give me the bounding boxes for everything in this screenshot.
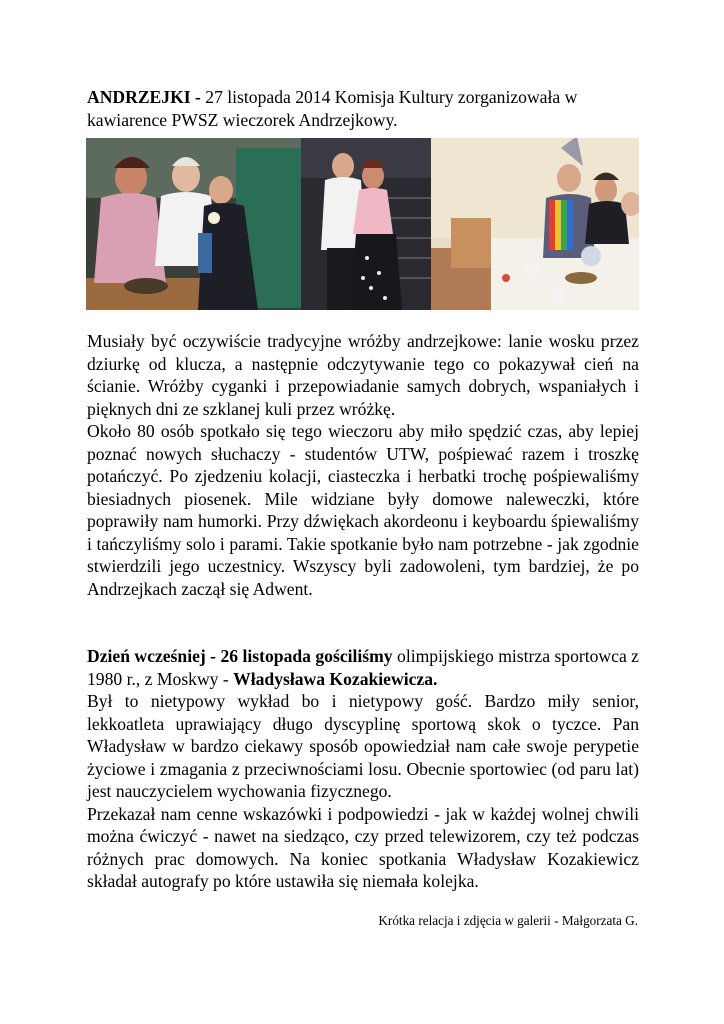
section-guest-visit [87, 645, 639, 893]
photo-wax-pouring [86, 138, 301, 310]
photo-couple-stairs [301, 138, 431, 310]
paragraph-evening-summary: Około 80 osób spotkało się tego wieczoru aby miło spędzić czas, aby lepiej poznać nowych słuchaczy - studentów UTW, pośpiewać razem i troszkę potańczyć. Po zjedzeniu kolacji, ciasteczka i herbatki trochę pośpiewaliśmy biesiadnych piosenek. Mile widziane były domowe naleweczki, które poprawiły nam humorki. Przy dźwiękach akordeonu i keyboardu śpiewaliśmy i tańczyliśmy solo i parami. Takie spotkanie było nam potrzebne - jak zgodnie stwierdzili jego uczestnicy. Wszyscy byli zadowoleni, tym bardziej, że po Andrzejkach zaczął się Adwent. [87, 421, 639, 599]
photo-fortune-teller [431, 138, 639, 310]
paragraph-fortune-telling: Musiały być oczywiście tradycyjne wróżby andrzejkowe: lanie wosku przez dziurkę od klucza, a następnie odczytywanie tego co pokazywał cień na ścianie. Wróżby cyganki i przepowiadanie samych dobrych, wspaniałych i pięknych dni ze szklanej kuli przez wróżkę. [87, 331, 639, 419]
paragraph-guest-intro [87, 645, 639, 690]
paragraph-guest-lecture: Był to nietypowy wykład bo i nietypowy gość. Bardzo miły senior, lekkoatleta uprawiający długo dyscyplinę sportową skok o tyczce. Pan Władysław w bardzo ciekawy sposób opowiedział nam całe swoje perypetie życiowe i zmagania z przeciwnościami losu. Obecnie sportowiec (od paru lat) jest nauczycielem wychowania fizycznego. [87, 691, 639, 801]
photo-collage [86, 138, 639, 310]
article-heading [87, 86, 639, 132]
guest-lead-bold: Dzień wcześniej - 26 listopada gościliśmy [87, 646, 393, 666]
guest-name: Władysława Kozakiewicza. [233, 668, 438, 689]
photo-credit: Krótka relacja i zdjęcia w galerii - Małgorzata G. [378, 913, 638, 928]
heading-title-bold: ANDRZEJKI - [87, 87, 201, 107]
paragraph-guest-tips: Przekazał nam cenne wskazówki i podpowiedzi - jak w każdej wolnej chwili można ćwiczyć - nawet na siedząco, czy przed telewizorem, czy też podczas różnych prac domowych. Na koniec spotkania Władysław Kozakiewicz składał autografy po które ustawiła się niemała kolejka. [87, 803, 639, 891]
section-andrzejki [87, 330, 639, 600]
heading-title-rest: 27 listopada 2014 Komisja Kultury zorganizowała w kawiarence PWSZ wieczorek Andrzejkowy. [87, 87, 578, 130]
guest-lead-rest: olimpijskiego mistrza sportowca z 1980 r., z Moskwy - [87, 646, 639, 689]
